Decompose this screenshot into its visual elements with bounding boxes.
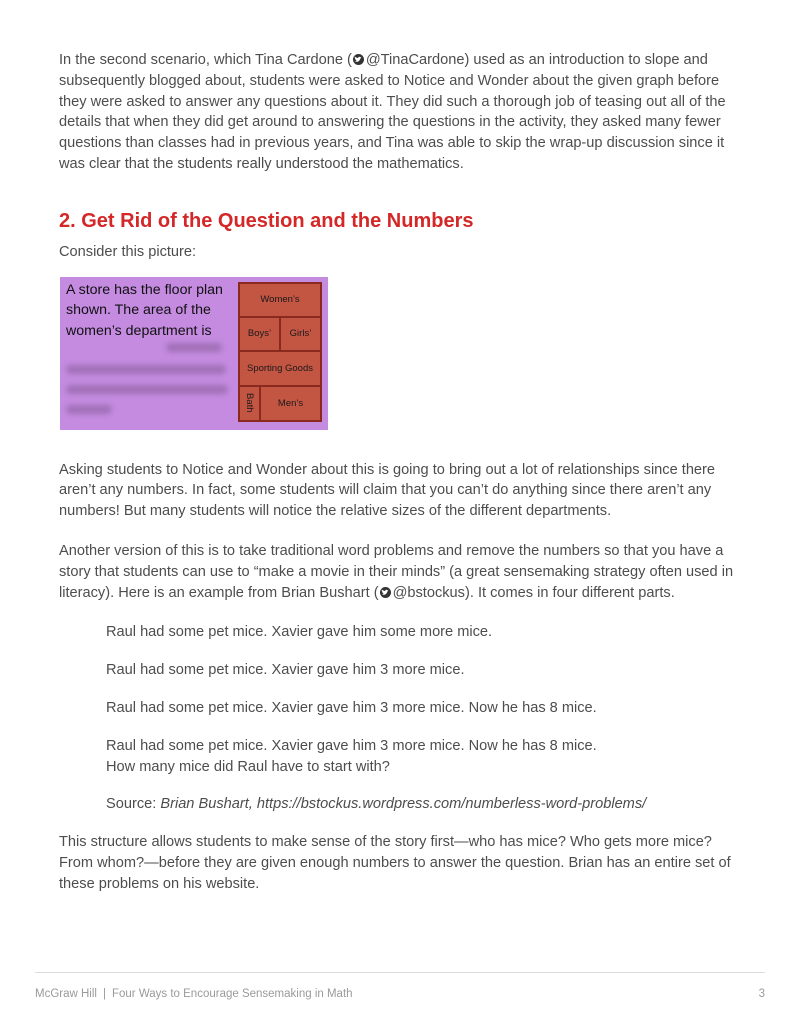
- version-paragraph: Another version of this is to take traditional word problems and remove the numbers so that you have a story that students can use to “make a movie in their minds” (a great sensemaking strategy often used in literacy). Here is an example from Brian Bushart ( @bstockus). It comes in four different parts.: [59, 542, 734, 601]
- source-citation: Source: Brian Bushart, https://bstockus.wordpress.com/numberless-word-problems/: [106, 796, 647, 813]
- blurred-question: [66, 343, 234, 423]
- floor-plan: [238, 282, 322, 422]
- tina-twitter-handle[interactable]: @TinaCardone: [365, 52, 465, 68]
- document-page: [59, 50, 749, 895]
- intro-paragraph: In the second scenario, which Tina Cardone ( @TinaCardone) used as an introduction to slope and subsequently blogged about, students were asked to Notice and Wonder about the given graph before they were asked to answer any questions about it. They did such a thorough job of teasing out all of the details that when they did get around to answering the questions in the activity, they asked many fewer questions than classes had in previous years, and Tina was able to skip the wrap-up discussion since it was clear that the students really understood the mathematics.: [59, 52, 726, 172]
- problem-part-2: Raul had some pet mice. Xavier gave him 3 more mice.: [106, 662, 465, 679]
- room-bath: Bath: [239, 386, 260, 421]
- room-sporting-goods: Sporting Goods: [239, 351, 321, 386]
- bstockus-twitter-handle[interactable]: @bstockus: [392, 584, 465, 601]
- twitter-icon: [353, 54, 364, 65]
- problem-part-1: Raul had some pet mice. Xavier gave him some more mice.: [106, 624, 493, 641]
- figure-prompt: A store has the floor plan shown. The area of the women’s department is: [66, 281, 223, 339]
- numberless-word-problem: [106, 622, 749, 815]
- footer-separator: |: [102, 988, 106, 1000]
- noticing-paragraph: Asking students to Notice and Wonder about this is going to bring out a lot of relationships since there aren’t any numbers. In fact, some students will claim that you can’t do anything since there aren’t any numbers! But many students will notice the relative sizes of the different departments.: [59, 461, 716, 520]
- section-heading: 2. Get Rid of the Question and the Numbers: [59, 209, 474, 232]
- room-mens: Men’s: [260, 386, 321, 421]
- room-girls: Girls’: [280, 317, 321, 351]
- floor-plan-figure: [60, 277, 328, 430]
- room-womens: Women’s: [239, 283, 321, 317]
- consider-text: Consider this picture:: [59, 243, 197, 260]
- problem-part-3: Raul had some pet mice. Xavier gave him 3 more mice. Now he has 8 mice.: [106, 699, 597, 716]
- twitter-icon: [380, 587, 391, 598]
- page-number: 3: [758, 988, 765, 1000]
- room-boys: Boys’: [239, 317, 280, 351]
- closing-paragraph: This structure allows students to make sense of the story first—who has mice? Who gets more mice? From whom?—before they are given enough numbers to answer the question. Brian has an entire set of these problems on his website.: [59, 834, 731, 892]
- page-footer: [35, 988, 765, 1000]
- footer-brand: McGraw Hill: [35, 988, 97, 1000]
- footer-left: [35, 988, 353, 1000]
- problem-part-4: Raul had some pet mice. Xavier gave him 3 more mice. Now he has 8 mice. How many mice did Raul have to start with?: [106, 737, 597, 775]
- footer-divider: [35, 972, 765, 973]
- source-link[interactable]: Brian Bushart, https://bstockus.wordpress.com/numberless-word-problems/: [160, 796, 647, 813]
- footer-title: Four Ways to Encourage Sensemaking in Math: [111, 988, 353, 1000]
